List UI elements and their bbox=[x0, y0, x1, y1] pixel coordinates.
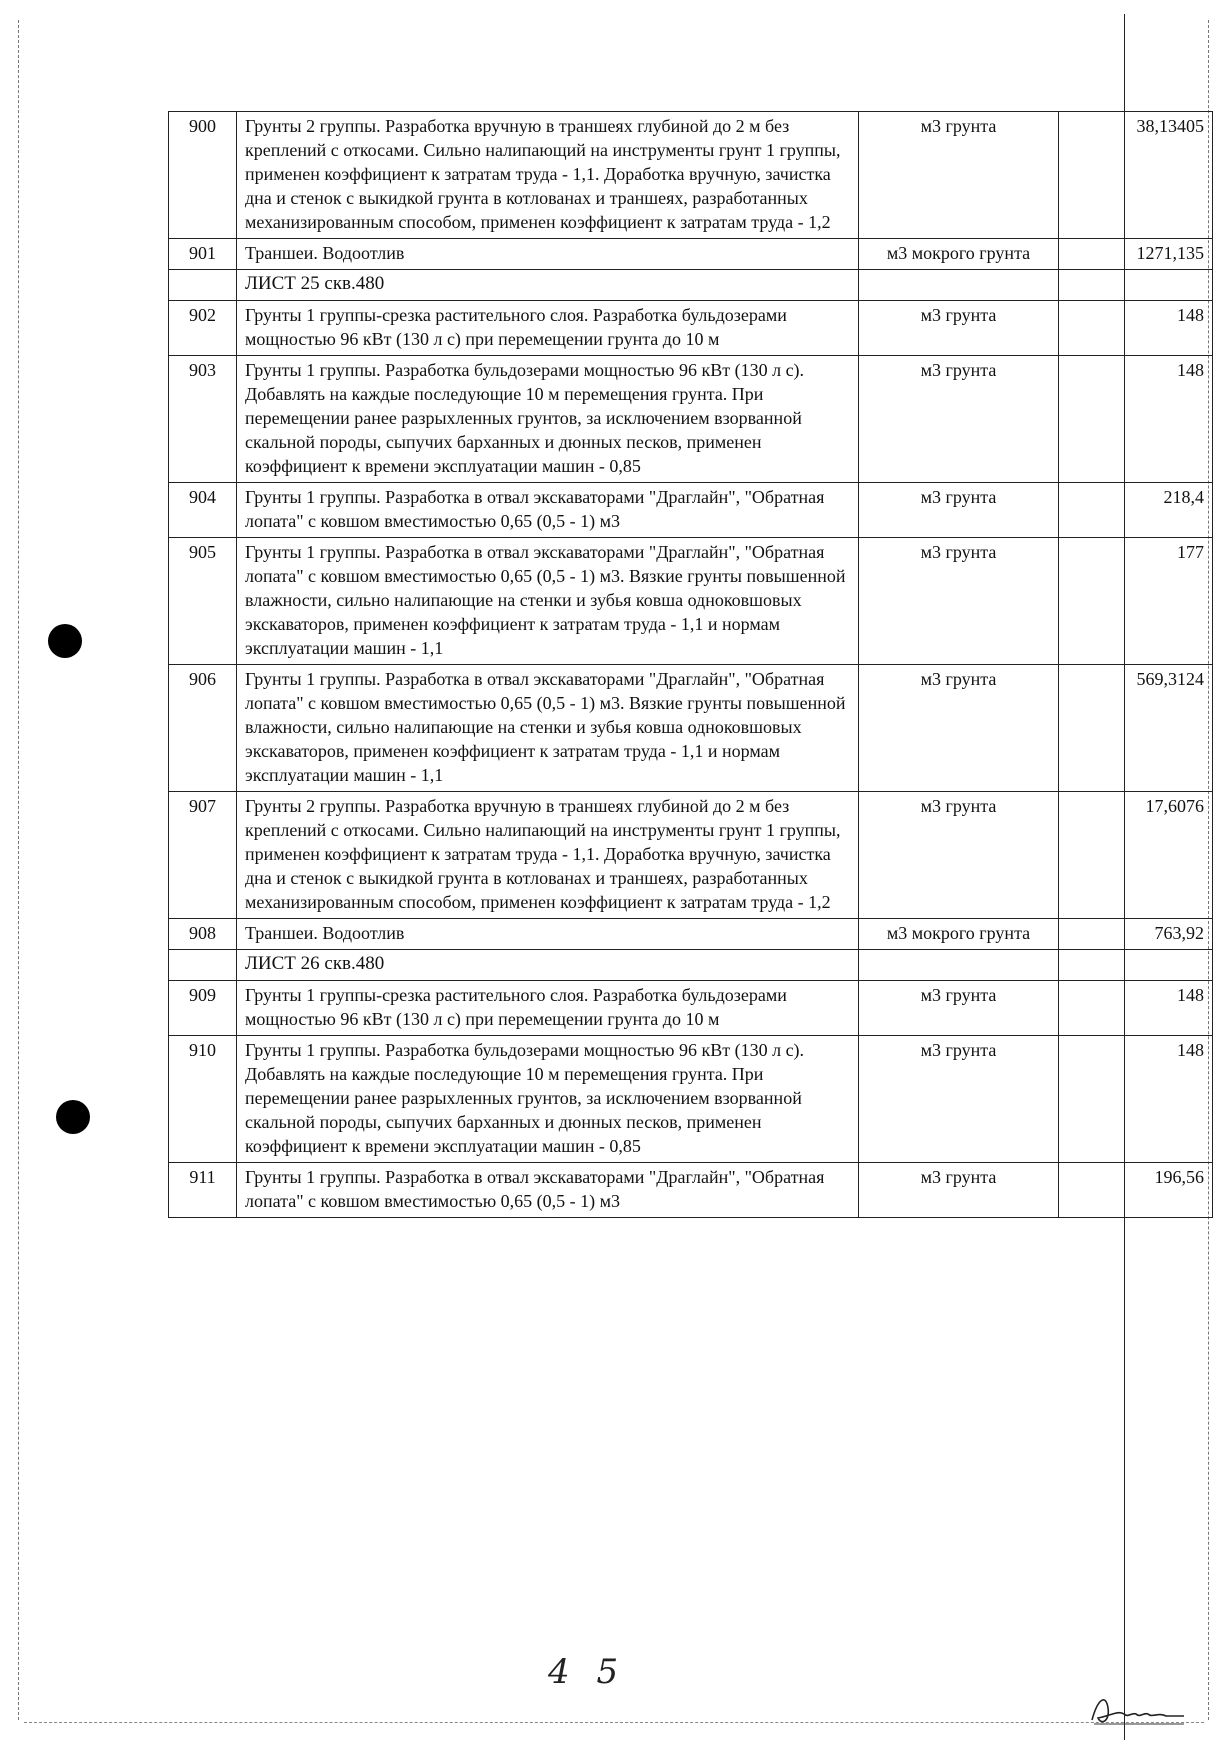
signature-image bbox=[1088, 1690, 1188, 1730]
sheet-row-spacer bbox=[169, 950, 237, 981]
table-row bbox=[169, 239, 1213, 270]
table-row bbox=[169, 538, 1213, 665]
quantity: 17,6076 bbox=[1059, 792, 1213, 919]
work-description: Грунты 2 группы. Разработка вручную в траншеях глубиной до 2 м без креплений с откосами. Сильно налипающий на инструменты грунт 1 группы, применен коэффициент к затратам труда - 1,1. Доработка вручную, зачистка дна и стенок с выкидкой грунта в котлованах и траншеях, разработанных механизированным способом, применен коэффициент к затратам труда - 1,2 bbox=[237, 792, 859, 919]
quantity: 148 bbox=[1059, 981, 1213, 1036]
quantity: 148 bbox=[1059, 1036, 1213, 1163]
row-number: 909 bbox=[169, 981, 237, 1036]
sheet-heading: ЛИСТ 25 скв.480 bbox=[237, 270, 859, 301]
row-number: 901 bbox=[169, 239, 237, 270]
quantity: 196,56 bbox=[1059, 1163, 1213, 1218]
scan-edge-bottom bbox=[24, 1722, 1204, 1723]
unit-of-measure: м3 грунта bbox=[859, 112, 1059, 239]
work-description: Грунты 1 группы. Разработка в отвал экскаваторами "Драглайн", "Обратная лопата" с ковшом вместимостью 0,65 (0,5 - 1) м3. Вязкие грунты повышенной влажности, сильно налипающие на стенки и зубья ковша одноковшовых экскаваторов, применен коэффициент к затратам труда - 1,1 и нормам эксплуатации машин - 1,1 bbox=[237, 665, 859, 792]
work-description: Грунты 1 группы-срезка растительного слоя. Разработка бульдозерами мощностью 96 кВт (130 л с) при перемещении грунта до 10 м bbox=[237, 301, 859, 356]
table-row bbox=[169, 792, 1213, 919]
punch-hole-bottom bbox=[56, 1100, 90, 1134]
quantity: 569,3124 bbox=[1059, 665, 1213, 792]
unit-of-measure: м3 грунта bbox=[859, 665, 1059, 792]
work-description: Грунты 1 группы. Разработка в отвал экскаваторами "Драглайн", "Обратная лопата" с ковшом вместимостью 0,65 (0,5 - 1) м3 bbox=[237, 483, 859, 538]
quantity: 763,92 bbox=[1059, 919, 1213, 950]
row-number: 907 bbox=[169, 792, 237, 919]
row-number: 910 bbox=[169, 1036, 237, 1163]
sheet-heading: ЛИСТ 26 скв.480 bbox=[237, 950, 859, 981]
table-row bbox=[169, 1163, 1213, 1218]
work-description: Траншеи. Водоотлив bbox=[237, 239, 859, 270]
row-number: 906 bbox=[169, 665, 237, 792]
row-number: 904 bbox=[169, 483, 237, 538]
unit-of-measure: м3 грунта bbox=[859, 301, 1059, 356]
unit-of-measure: м3 мокрого грунта bbox=[859, 919, 1059, 950]
row-number: 911 bbox=[169, 1163, 237, 1218]
sheet-row-spacer bbox=[1059, 270, 1213, 301]
unit-of-measure: м3 грунта bbox=[859, 1163, 1059, 1218]
row-number: 900 bbox=[169, 112, 237, 239]
quantity: 1271,135 bbox=[1059, 239, 1213, 270]
unit-of-measure: м3 грунта bbox=[859, 356, 1059, 483]
sheet-row-spacer bbox=[859, 270, 1059, 301]
table-row bbox=[169, 301, 1213, 356]
table-row bbox=[169, 1036, 1213, 1163]
work-description: Грунты 1 группы. Разработка бульдозерами мощностью 96 кВт (130 л с). Добавлять на каждые последующие 10 м перемещения грунта. При перемещении ранее разрыхленных грунтов, за исключением взорванной скальной породы, сыпучих барханных и дюнных песков, применен коэффициент к времени эксплуатации машин - 0,85 bbox=[237, 1036, 859, 1163]
table-row bbox=[169, 356, 1213, 483]
sheet-heading-row bbox=[169, 270, 1213, 301]
quantity: 177 bbox=[1059, 538, 1213, 665]
work-description: Траншеи. Водоотлив bbox=[237, 919, 859, 950]
unit-of-measure: м3 грунта bbox=[859, 1036, 1059, 1163]
row-number: 903 bbox=[169, 356, 237, 483]
sheet-row-spacer bbox=[859, 950, 1059, 981]
work-description: Грунты 1 группы. Разработка бульдозерами мощностью 96 кВт (130 л с). Добавлять на каждые последующие 10 м перемещения грунта. При перемещении ранее разрыхленных грунтов, за исключением взорванной скальной породы, сыпучих барханных и дюнных песков, применен коэффициент к времени эксплуатации машин - 0,85 bbox=[237, 356, 859, 483]
table-row bbox=[169, 112, 1213, 239]
quantity: 218,4 bbox=[1059, 483, 1213, 538]
row-number: 902 bbox=[169, 301, 237, 356]
unit-of-measure: м3 грунта bbox=[859, 538, 1059, 665]
estimate-table bbox=[168, 111, 1213, 1218]
work-description: Грунты 1 группы-срезка растительного слоя. Разработка бульдозерами мощностью 96 кВт (130 л с) при перемещении грунта до 10 м bbox=[237, 981, 859, 1036]
unit-of-measure: м3 грунта bbox=[859, 483, 1059, 538]
table-row bbox=[169, 919, 1213, 950]
sheet-heading-row bbox=[169, 950, 1213, 981]
unit-of-measure: м3 мокрого грунта bbox=[859, 239, 1059, 270]
row-number: 905 bbox=[169, 538, 237, 665]
table-row bbox=[169, 483, 1213, 538]
punch-hole-top bbox=[48, 624, 82, 658]
table-row bbox=[169, 981, 1213, 1036]
unit-of-measure: м3 грунта bbox=[859, 981, 1059, 1036]
work-description: Грунты 1 группы. Разработка в отвал экскаваторами "Драглайн", "Обратная лопата" с ковшом вместимостью 0,65 (0,5 - 1) м3. Вязкие грунты повышенной влажности, сильно налипающие на стенки и зубья ковша одноковшовых экскаваторов, применен коэффициент к затратам труда - 1,1 и нормам эксплуатации машин - 1,1 bbox=[237, 538, 859, 665]
scan-edge-left bbox=[18, 20, 19, 1720]
quantity: 148 bbox=[1059, 301, 1213, 356]
page-number: 4 5 bbox=[548, 1652, 627, 1692]
work-description: Грунты 1 группы. Разработка в отвал экскаваторами "Драглайн", "Обратная лопата" с ковшом вместимостью 0,65 (0,5 - 1) м3 bbox=[237, 1163, 859, 1218]
sheet-row-spacer bbox=[1059, 950, 1213, 981]
row-number: 908 bbox=[169, 919, 237, 950]
unit-of-measure: м3 грунта bbox=[859, 792, 1059, 919]
quantity: 148 bbox=[1059, 356, 1213, 483]
sheet-row-spacer bbox=[169, 270, 237, 301]
work-description: Грунты 2 группы. Разработка вручную в траншеях глубиной до 2 м без креплений с откосами. Сильно налипающий на инструменты грунт 1 группы, применен коэффициент к затратам труда - 1,1. Доработка вручную, зачистка дна и стенок с выкидкой грунта в котлованах и траншеях, разработанных механизированным способом, применен коэффициент к затратам труда - 1,2 bbox=[237, 112, 859, 239]
table-row bbox=[169, 665, 1213, 792]
quantity: 38,13405 bbox=[1059, 112, 1213, 239]
